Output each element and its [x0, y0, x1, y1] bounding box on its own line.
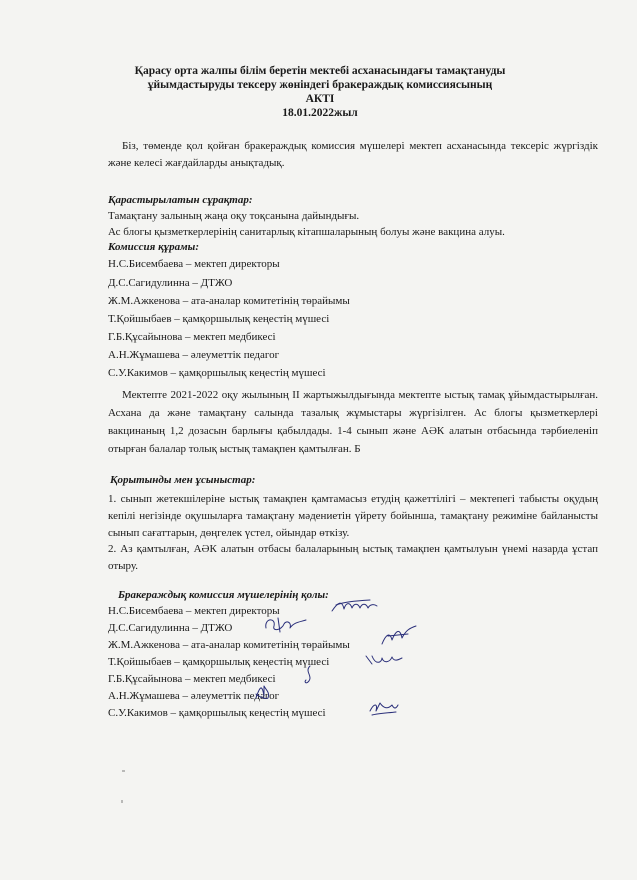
title-line-1: Қарасу орта жалпы білім беретін мектебі асханасындағы тамақтануды	[134, 65, 506, 77]
signature-line: Д.С.Сагидулинна – ДТЖО	[108, 622, 233, 634]
signature-6-scribble	[252, 682, 272, 704]
member-item: С.У.Какимов – қамқоршылық кеңестің мүшесі	[108, 367, 326, 379]
question-item: Ас блогы қызметкерлерінің санитарлық кітапшаларының болуы және вакцина алуы.	[108, 226, 505, 238]
member-item: Ж.М.Ажкенова – ата-аналар комитетінің төрайымы	[108, 295, 350, 307]
signature-1-scribble	[330, 596, 380, 618]
intro-paragraph: Біз, төменде қол қойған бракераждық комиссия мүшелері мектеп асханасында тексеріс жүргіздік және келесі жағдайларды анықтадық.	[108, 140, 598, 169]
signature-7-scribble	[366, 697, 400, 719]
document-title	[60, 64, 580, 120]
signature-5-scribble	[300, 664, 318, 686]
member-item: Г.Б.Құсайынова – мектеп медбикесі	[108, 331, 276, 343]
signature-4-scribble	[362, 648, 404, 670]
member-item: Т.Қойшыбаев – қамқоршылық кеңестің мүшесі	[108, 313, 330, 325]
member-item: А.Н.Жұмашева – әлеуметтік педагог	[108, 349, 280, 361]
signature-line: Т.Қойшыбаев – қамқоршылық кеңестің мүшесі	[108, 656, 330, 668]
signature-line: Ж.М.Ажкенова – ата-аналар комитетінің төрайымы	[108, 639, 350, 651]
conclusions-heading: Қорытынды мен ұсыныстар:	[110, 474, 256, 486]
signature-line: Г.Б.Құсайынова – мектеп медбикесі	[108, 673, 276, 685]
act-date: 18.01.2022жыл	[282, 107, 358, 119]
paper-mark	[122, 770, 125, 772]
title-line-3: АКТІ	[305, 93, 335, 105]
signature-2-scribble	[262, 614, 310, 636]
body-paragraph: Мектепте 2021-2022 оқу жылының II жартыжылдығында мектепте ыстық тамақ ұйымдастырылған. Асхана да және тамақтану салында тазалық жұмыстары жүргізілген. Ас блогы қызметкерлері вакцинаның 1,2 дозасын барлығы қабылдады. 1-4 сынып және АӘК алатын отбасында тәрбиеленіп отырған балалар толық ыстық тамақпен қамтылған. Б	[108, 389, 598, 455]
members-heading: Комиссия құрамы:	[108, 241, 199, 253]
paper-mark	[121, 800, 123, 803]
question-item: Тамақтану залының жаңа оқу тоқсанына дайындығы.	[108, 210, 360, 222]
signature-line: Н.С.Бисембаева – мектеп директоры	[108, 605, 280, 617]
signature-line: С.У.Какимов – қамқоршылық кеңестің мүшесі	[108, 707, 326, 719]
signature-3-scribble	[378, 624, 420, 650]
conclusion-item-1: 1. сынып жетекшілеріне ыстық тамақпен қамтамасыз етудің қажеттілігі – мектепегі табысты оқудың кепілі негізінде оқушыларға тамақтану мәдениетін үйрету бойынша, тамақтану режиміне байланысты сынып сағаттарын, дөңгелек үстел, ойындар өткізу.	[108, 493, 598, 539]
member-item: Н.С.Бисембаева – мектеп директоры	[108, 258, 280, 270]
title-line-2: ұйымдастыруды тексеру жөніндегі бракераждық комиссиясының	[147, 79, 493, 91]
signature-line: А.Н.Жұмашева – әлеуметтік педагог	[108, 690, 280, 702]
member-item: Д.С.Сагидулинна – ДТЖО	[108, 277, 233, 289]
signatures-heading: Бракераждық комиссия мүшелерінің қолы:	[118, 589, 329, 601]
conclusion-item-2: 2. Аз қамтылған, АӘК алатын отбасы балаларының ыстық тамақпен қамтылуын үнемі назарда ұстап отыру.	[108, 543, 598, 572]
questions-heading: Қарастырылатын сұрақтар:	[108, 194, 253, 206]
